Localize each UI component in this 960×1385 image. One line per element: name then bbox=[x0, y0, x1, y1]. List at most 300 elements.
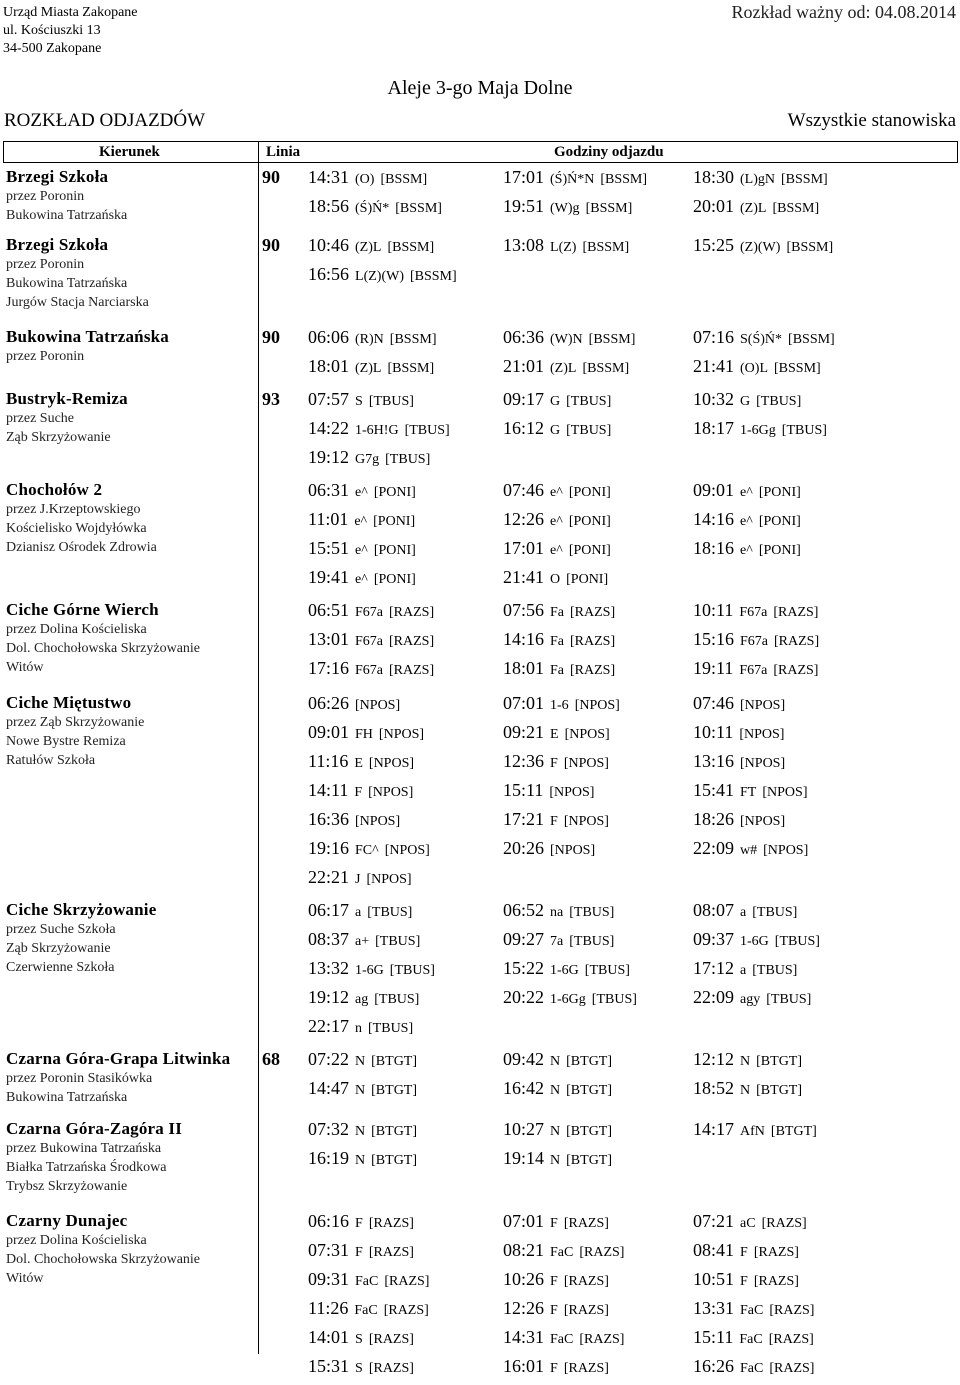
via-stop: Dzianisz Ośrodek Zdrowia bbox=[6, 540, 157, 555]
direction-name: Ciche Miętustwo bbox=[6, 693, 132, 712]
via-stop: Nowe Bystre Remiza bbox=[6, 734, 126, 749]
departure-time: 06:17 bbox=[308, 900, 350, 920]
departures bbox=[308, 163, 958, 221]
carrier-code: [BTGT] bbox=[756, 1083, 803, 1098]
departure-marks: J bbox=[355, 872, 361, 887]
carrier-code: [NPOS] bbox=[574, 698, 620, 713]
carrier-code: [RAZS] bbox=[769, 1303, 815, 1318]
direction-cell bbox=[6, 167, 256, 225]
carrier-code: [TBUS] bbox=[566, 394, 612, 409]
carrier-code: [BTGT] bbox=[371, 1124, 418, 1139]
carrier-code: [RAZS] bbox=[563, 1274, 609, 1289]
departure-marks: e^ bbox=[740, 543, 753, 558]
departure bbox=[503, 925, 614, 956]
departure bbox=[693, 476, 801, 507]
carrier-code: [TBUS] bbox=[752, 905, 798, 920]
departure bbox=[503, 1074, 612, 1105]
departure bbox=[693, 689, 785, 720]
departure-marks: F bbox=[550, 1303, 558, 1318]
departure-time: 06:16 bbox=[308, 1211, 350, 1231]
departure-time: 06:51 bbox=[308, 600, 350, 620]
departure bbox=[308, 983, 419, 1014]
departure bbox=[503, 505, 611, 536]
departure bbox=[308, 896, 412, 927]
departure bbox=[503, 834, 595, 865]
departure bbox=[308, 1045, 417, 1076]
carrier-code: [RAZS] bbox=[563, 1216, 609, 1231]
departure-time: 07:56 bbox=[503, 600, 545, 620]
departure-time: 10:46 bbox=[308, 235, 350, 255]
departure-marks: N bbox=[550, 1124, 561, 1139]
line-number: 90 bbox=[262, 327, 280, 347]
departure-marks: e^ bbox=[355, 543, 368, 558]
carrier-code: [PONI] bbox=[568, 543, 611, 558]
departure bbox=[308, 747, 414, 778]
departure bbox=[308, 352, 434, 383]
departure-marks: L(Z)(W) bbox=[355, 269, 404, 284]
carrier-code: [RAZS] bbox=[368, 1216, 414, 1231]
departure-time: 21:01 bbox=[503, 356, 545, 376]
via-stop: Witów bbox=[6, 1271, 44, 1286]
operator-name: Urząd Miasta Zakopane bbox=[3, 5, 138, 20]
departure-marks: AfN bbox=[740, 1124, 765, 1139]
departure bbox=[308, 476, 416, 507]
departure bbox=[503, 776, 594, 807]
departure-marks: N bbox=[740, 1054, 751, 1069]
departure-time: 17:21 bbox=[503, 809, 545, 829]
carrier-code: [BSSM] bbox=[588, 332, 636, 347]
departure bbox=[693, 1045, 802, 1076]
departure-time: 10:11 bbox=[693, 600, 734, 620]
operator-street: ul. Kościuszki 13 bbox=[3, 23, 101, 38]
departure-time: 07:21 bbox=[693, 1211, 735, 1231]
carrier-code: [BSSM] bbox=[380, 172, 428, 187]
departure-time: 07:16 bbox=[693, 327, 735, 347]
carrier-code: [PONI] bbox=[568, 514, 611, 529]
carrier-code: [TBUS] bbox=[584, 963, 630, 978]
departure-marks: a bbox=[740, 905, 747, 920]
carrier-code: [RAZS] bbox=[753, 1245, 799, 1260]
departure bbox=[308, 654, 434, 685]
departure bbox=[308, 954, 435, 985]
departures bbox=[308, 323, 958, 381]
departure-marks: 1-6Gg bbox=[550, 992, 586, 1007]
direction-group bbox=[3, 1207, 958, 1385]
carrier-code: [BSSM] bbox=[786, 240, 834, 255]
carrier-code: [RAZS] bbox=[389, 634, 435, 649]
departure-row bbox=[308, 863, 958, 892]
timetable-body bbox=[3, 163, 958, 1385]
departure bbox=[503, 231, 629, 262]
direction-cell bbox=[6, 1211, 256, 1288]
departure-row bbox=[308, 1074, 958, 1103]
departure-time: 06:52 bbox=[503, 900, 545, 920]
departure-time: 15:11 bbox=[503, 780, 544, 800]
departure bbox=[693, 1323, 814, 1354]
via-stop: Witów bbox=[6, 660, 44, 675]
direction-cell bbox=[6, 480, 256, 557]
departure-time: 16:01 bbox=[503, 1356, 545, 1376]
departure-marks: G bbox=[550, 423, 561, 438]
via-stop: Trybsz Skrzyżowanie bbox=[6, 1179, 128, 1194]
departure-time: 15:51 bbox=[308, 538, 350, 558]
carrier-code: [TBUS] bbox=[566, 423, 612, 438]
departure-time: 07:01 bbox=[503, 693, 545, 713]
departure bbox=[693, 1265, 799, 1296]
departure-time: 22:21 bbox=[308, 867, 350, 887]
departures bbox=[308, 689, 958, 892]
departure-time: 18:52 bbox=[693, 1078, 735, 1098]
departure bbox=[503, 1294, 609, 1325]
departure bbox=[693, 505, 801, 536]
carrier-code: [TBUS] bbox=[389, 963, 435, 978]
departure-row bbox=[308, 260, 958, 289]
departure-row bbox=[308, 563, 958, 592]
departure-time: 14:31 bbox=[308, 167, 350, 187]
carrier-code: [NPOS] bbox=[355, 698, 401, 713]
departure-time: 12:12 bbox=[693, 1049, 735, 1069]
departure-row bbox=[308, 925, 958, 954]
carrier-code: [TBUS] bbox=[368, 394, 414, 409]
departure-time: 17:16 bbox=[308, 658, 350, 678]
departure bbox=[693, 805, 785, 836]
direction-cell bbox=[6, 1049, 256, 1107]
carrier-code: [RAZS] bbox=[570, 605, 616, 620]
departure-time: 22:09 bbox=[693, 838, 735, 858]
carrier-code: [RAZS] bbox=[570, 634, 616, 649]
carrier-code: [BTGT] bbox=[371, 1054, 418, 1069]
departure-time: 18:01 bbox=[308, 356, 350, 376]
departure-row bbox=[308, 414, 958, 443]
carrier-code: [RAZS] bbox=[389, 605, 435, 620]
direction-name: Czarna Góra-Grapa Litwinka bbox=[6, 1049, 231, 1068]
departure-marks: 1-6G bbox=[355, 963, 384, 978]
departure-marks: Fa bbox=[550, 663, 565, 678]
departure-time: 18:26 bbox=[693, 809, 735, 829]
operator-address bbox=[3, 4, 138, 58]
direction-cell bbox=[6, 600, 256, 677]
via-stop: Dol. Chochołowska Skrzyżowanie bbox=[6, 1252, 201, 1267]
departure bbox=[308, 385, 414, 416]
departure-time: 09:21 bbox=[503, 722, 545, 742]
departure-marks: N bbox=[355, 1054, 366, 1069]
departure bbox=[308, 163, 427, 194]
departure-row bbox=[308, 654, 958, 683]
departure-row bbox=[308, 834, 958, 863]
via-stop: przez Dolina Kościeliska bbox=[6, 1233, 147, 1248]
departure-time: 06:26 bbox=[308, 693, 350, 713]
departure-marks: e^ bbox=[355, 485, 368, 500]
departure bbox=[693, 625, 819, 656]
departures bbox=[308, 1045, 958, 1103]
departure bbox=[308, 323, 436, 354]
departure-row bbox=[308, 1352, 958, 1381]
departure bbox=[503, 1115, 612, 1146]
column-line: Linia bbox=[266, 144, 301, 160]
departure bbox=[308, 1207, 414, 1238]
departure-time: 14:01 bbox=[308, 1327, 350, 1347]
carrier-code: [BSSM] bbox=[788, 332, 835, 347]
direction-cell bbox=[6, 327, 256, 366]
departure-marks: FaC bbox=[550, 1245, 574, 1260]
via-stop: Czerwienne Szkoła bbox=[6, 960, 115, 975]
departure-marks: F67a bbox=[355, 663, 384, 678]
departure-row bbox=[308, 718, 958, 747]
departure bbox=[503, 596, 615, 627]
departure bbox=[308, 443, 430, 474]
carrier-code: [NPOS] bbox=[384, 843, 430, 858]
departure bbox=[693, 192, 819, 223]
carrier-code: [BSSM] bbox=[582, 240, 630, 255]
departure-time: 16:42 bbox=[503, 1078, 545, 1098]
departure-time: 22:09 bbox=[693, 987, 735, 1007]
departure-row bbox=[308, 534, 958, 563]
departure-time: 19:14 bbox=[503, 1148, 545, 1168]
carrier-code: [BSSM] bbox=[387, 240, 435, 255]
departure-time: 16:12 bbox=[503, 418, 545, 438]
departure bbox=[308, 805, 400, 836]
departure-marks: (Ś)Ń* bbox=[355, 201, 390, 216]
carrier-code: [RAZS] bbox=[761, 1216, 807, 1231]
departure-marks: a+ bbox=[355, 934, 370, 949]
departure-time: 09:17 bbox=[503, 389, 545, 409]
departure-marks: FaC bbox=[740, 1361, 764, 1376]
via-stop: Ząb Skrzyżowanie bbox=[6, 430, 111, 445]
departures bbox=[308, 1115, 958, 1173]
departure-row bbox=[308, 625, 958, 654]
direction-name: Czarna Góra-Zagóra II bbox=[6, 1119, 183, 1138]
departure bbox=[503, 1207, 609, 1238]
direction-cell bbox=[6, 235, 256, 312]
departure-time: 13:32 bbox=[308, 958, 350, 978]
carrier-code: [BTGT] bbox=[770, 1124, 817, 1139]
departure-row bbox=[308, 1207, 958, 1236]
carrier-code: [RAZS] bbox=[563, 1303, 609, 1318]
departure-marks: (L)gN bbox=[740, 172, 776, 187]
departure-time: 13:01 bbox=[308, 629, 350, 649]
departure-marks: F67a bbox=[739, 663, 768, 678]
carrier-code: [RAZS] bbox=[774, 634, 820, 649]
departure bbox=[503, 954, 630, 985]
departure-marks: N bbox=[740, 1083, 751, 1098]
carrier-code: [BTGT] bbox=[566, 1153, 613, 1168]
carrier-code: [RAZS] bbox=[753, 1274, 799, 1289]
carrier-code: [TBUS] bbox=[404, 423, 450, 438]
departure-time: 10:26 bbox=[503, 1269, 545, 1289]
departure-time: 10:32 bbox=[693, 389, 735, 409]
via-stop: przez Poronin bbox=[6, 189, 85, 204]
departure-time: 15:25 bbox=[693, 235, 735, 255]
carrier-code: [RAZS] bbox=[383, 1303, 429, 1318]
departure bbox=[308, 1074, 417, 1105]
departure bbox=[503, 1144, 612, 1175]
carrier-code: [NPOS] bbox=[378, 727, 425, 742]
departure-time: 07:46 bbox=[693, 693, 735, 713]
via-stop: przez Poronin bbox=[6, 257, 85, 272]
departure-marks: aC bbox=[740, 1216, 756, 1231]
departure-time: 06:36 bbox=[503, 327, 545, 347]
via-stop: przez Suche Szkoła bbox=[6, 922, 116, 937]
carrier-code: [NPOS] bbox=[368, 785, 414, 800]
departure bbox=[503, 414, 611, 445]
departure-marks: (Z)L bbox=[355, 361, 382, 376]
departure bbox=[693, 1207, 807, 1238]
departure bbox=[693, 385, 801, 416]
carrier-code: [PONI] bbox=[758, 543, 801, 558]
direction-name: Ciche Skrzyżowanie bbox=[6, 900, 157, 919]
departure-time: 13:08 bbox=[503, 235, 545, 255]
departure bbox=[693, 776, 807, 807]
carrier-code: [TBUS] bbox=[368, 1021, 414, 1036]
departure-time: 18:30 bbox=[693, 167, 735, 187]
departures bbox=[308, 385, 958, 472]
via-stop: Bukowina Tatrzańska bbox=[6, 1090, 128, 1105]
departure-marks: F67a bbox=[355, 605, 384, 620]
departure-row bbox=[308, 1323, 958, 1352]
via-stop: przez Poronin bbox=[6, 349, 85, 364]
carrier-code: [NPOS] bbox=[549, 785, 595, 800]
departure-time: 16:36 bbox=[308, 809, 350, 829]
carrier-code: [TBUS] bbox=[766, 992, 812, 1007]
departure-marks: FaC bbox=[550, 1332, 574, 1347]
departure-time: 12:26 bbox=[503, 509, 545, 529]
departure-marks: FC^ bbox=[355, 843, 379, 858]
departure bbox=[308, 563, 416, 594]
departure-time: 15:22 bbox=[503, 958, 545, 978]
departure bbox=[693, 163, 828, 194]
departure bbox=[308, 1265, 429, 1296]
departure-time: 07:22 bbox=[308, 1049, 350, 1069]
via-stop: Jurgów Stacja Narciarska bbox=[6, 295, 149, 310]
departure bbox=[308, 863, 412, 894]
departure-marks: N bbox=[550, 1153, 561, 1168]
departure-row bbox=[308, 596, 958, 625]
departure-time: 19:12 bbox=[308, 447, 350, 467]
departure-row bbox=[308, 1236, 958, 1265]
departure-time: 15:41 bbox=[693, 780, 735, 800]
direction-group bbox=[3, 231, 958, 323]
departure bbox=[693, 925, 820, 956]
departure-time: 12:36 bbox=[503, 751, 545, 771]
carrier-code: [RAZS] bbox=[773, 605, 819, 620]
departure-time: 18:16 bbox=[693, 538, 735, 558]
departure bbox=[503, 563, 608, 594]
stop-name: Aleje 3-go Maja Dolne bbox=[387, 77, 573, 99]
direction-name: Ciche Górne Wierch bbox=[6, 600, 159, 619]
departure-row bbox=[308, 954, 958, 983]
departure-marks: e^ bbox=[354, 514, 368, 529]
departure-time: 08:41 bbox=[693, 1240, 735, 1260]
departure-row bbox=[308, 805, 958, 834]
departure-time: 11:01 bbox=[308, 509, 349, 529]
departure-marks: G bbox=[550, 394, 561, 409]
departure-time: 09:01 bbox=[693, 480, 735, 500]
line-number: 93 bbox=[262, 389, 280, 409]
departure-time: 12:26 bbox=[503, 1298, 545, 1318]
departure bbox=[308, 925, 420, 956]
direction-cell bbox=[6, 389, 256, 447]
via-stop: Kościelisko Wojdyłówka bbox=[6, 521, 147, 536]
departure-time: 14:47 bbox=[308, 1078, 350, 1098]
departure-marks: (W)N bbox=[550, 332, 583, 347]
departures bbox=[308, 476, 958, 592]
direction-cell bbox=[6, 1119, 256, 1196]
departure-time: 16:26 bbox=[693, 1356, 735, 1376]
departure-time: 17:01 bbox=[503, 167, 545, 187]
departure-marks: L(Z) bbox=[550, 240, 577, 255]
direction-name: Czarny Dunajec bbox=[6, 1211, 128, 1230]
carrier-code: [NPOS] bbox=[762, 785, 808, 800]
departure-marks: (Z)L bbox=[355, 240, 382, 255]
departure-time: 19:16 bbox=[308, 838, 350, 858]
departure-time: 15:11 bbox=[693, 1327, 734, 1347]
departure-marks: (Z)(W) bbox=[740, 240, 781, 255]
departure-marks: F bbox=[740, 1274, 748, 1289]
departure-marks: E bbox=[354, 756, 363, 771]
departure bbox=[308, 689, 400, 720]
carrier-code: [BSSM] bbox=[395, 201, 442, 216]
carrier-code: [RAZS] bbox=[773, 663, 819, 678]
departure-marks: FaC bbox=[740, 1303, 764, 1318]
departure-row bbox=[308, 476, 958, 505]
carrier-code: [NPOS] bbox=[740, 756, 786, 771]
departure bbox=[308, 596, 434, 627]
departure-time: 21:41 bbox=[503, 567, 545, 587]
carrier-code: [RAZS] bbox=[389, 663, 435, 678]
departure-time: 07:46 bbox=[503, 480, 545, 500]
departure-marks: e^ bbox=[550, 485, 563, 500]
departures bbox=[308, 1207, 958, 1381]
departure-row bbox=[308, 443, 958, 472]
departure-time: 09:42 bbox=[503, 1049, 545, 1069]
direction-group bbox=[3, 323, 958, 385]
departure-time: 19:41 bbox=[308, 567, 350, 587]
departure bbox=[693, 747, 785, 778]
departure-time: 07:31 bbox=[308, 1240, 350, 1260]
departure-time: 09:27 bbox=[503, 929, 545, 949]
departure bbox=[308, 1144, 417, 1175]
departure-time: 18:56 bbox=[308, 196, 350, 216]
carrier-code: [PONI] bbox=[566, 572, 609, 587]
departure-row bbox=[308, 163, 958, 192]
departures bbox=[308, 896, 958, 1041]
carrier-code: [NPOS] bbox=[368, 756, 415, 771]
departure-time: 14:11 bbox=[308, 780, 349, 800]
carrier-code: [RAZS] bbox=[384, 1274, 430, 1289]
departure-row bbox=[308, 323, 958, 352]
departure-time: 07:01 bbox=[503, 1211, 545, 1231]
departure bbox=[308, 625, 434, 656]
departure-marks: a bbox=[740, 963, 747, 978]
via-stop: Ząb Skrzyżowanie bbox=[6, 941, 111, 956]
via-stop: przez Suche bbox=[6, 411, 75, 426]
departure bbox=[693, 983, 811, 1014]
departure-marks: 1-6 bbox=[550, 698, 569, 713]
departure-time: 14:17 bbox=[693, 1119, 735, 1139]
carrier-code: [PONI] bbox=[568, 485, 611, 500]
departure bbox=[503, 1236, 624, 1267]
departure-time: 18:17 bbox=[693, 418, 735, 438]
departure-time: 19:11 bbox=[693, 658, 734, 678]
departure-time: 08:21 bbox=[503, 1240, 545, 1260]
departure-time: 10:27 bbox=[503, 1119, 545, 1139]
departure-row bbox=[308, 896, 958, 925]
departure-marks: agy bbox=[740, 992, 761, 1007]
departure bbox=[693, 534, 801, 565]
departure-time: 14:31 bbox=[503, 1327, 545, 1347]
carrier-code: [TBUS] bbox=[569, 905, 615, 920]
carrier-code: [TBUS] bbox=[385, 452, 431, 467]
